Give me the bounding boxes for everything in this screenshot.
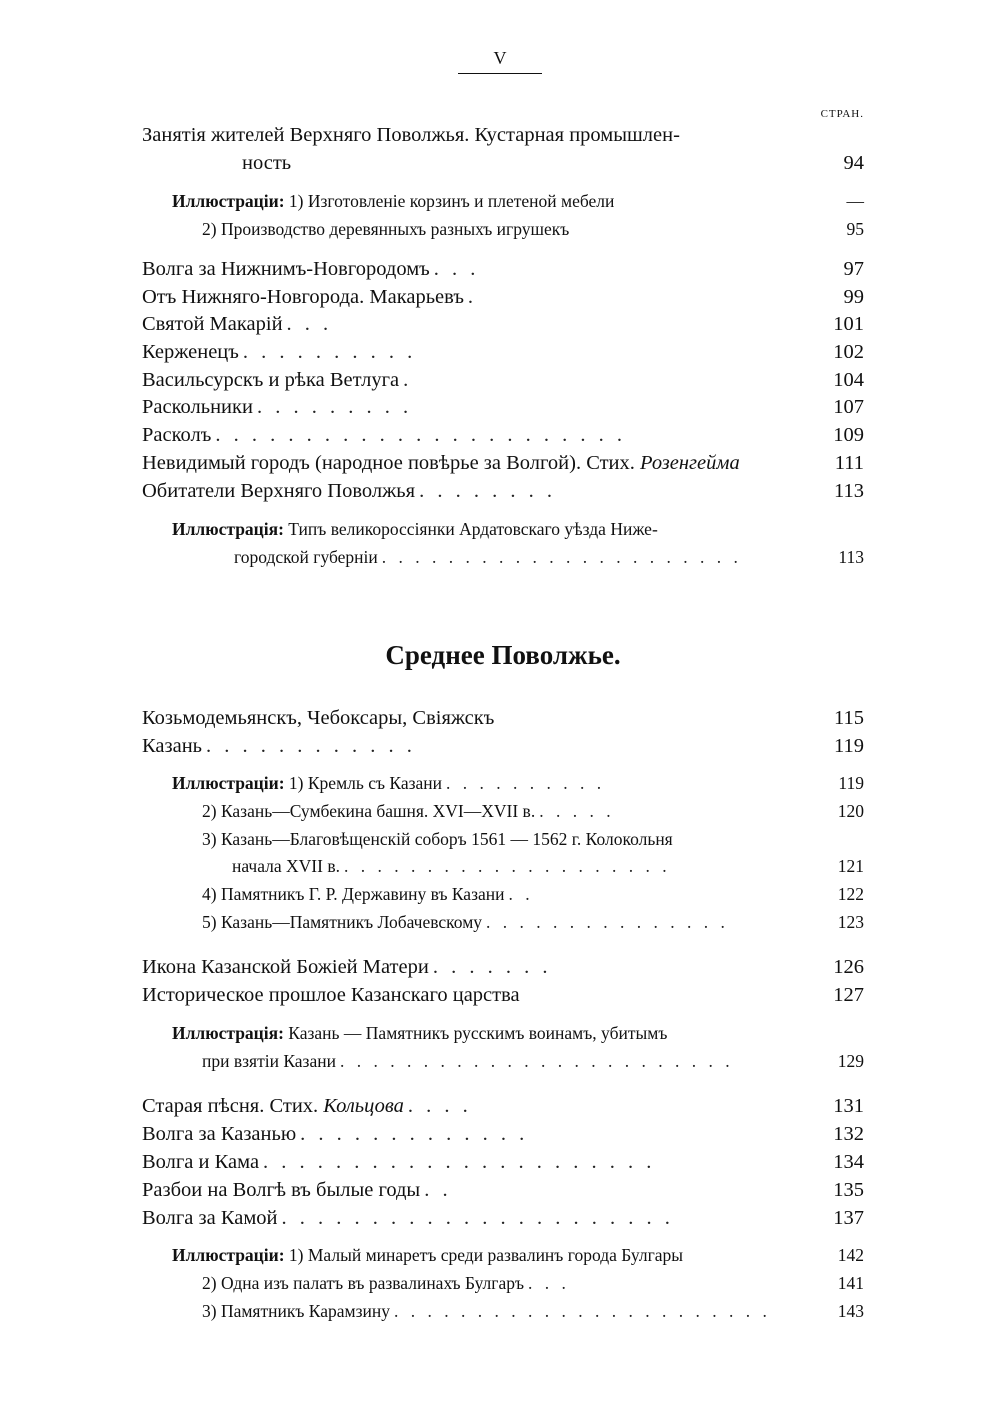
leader-dots: . . . [433, 258, 480, 280]
toc-entry-title [142, 313, 283, 336]
toc-entry-text: Невидимый городъ (народное повѣрье за Волгой). Стих. [142, 452, 641, 474]
toc-entry [142, 829, 864, 855]
page-ref: 102 [833, 341, 864, 363]
toc-entry-text: Керженецъ [142, 341, 239, 363]
toc-entry-title [172, 773, 442, 794]
toc-entry-text: Святой Макарій [142, 313, 283, 335]
toc-entry-title [142, 124, 680, 147]
toc-entry-title [242, 152, 291, 175]
toc-entry-title [142, 424, 211, 447]
toc-entry [142, 1179, 864, 1205]
leader-dots: . . . . . . . . . . [242, 341, 417, 363]
toc-entry-text: Разбои на Волгѣ въ былые годы [142, 1179, 421, 1201]
toc-entry-text: при взятіи Казани [202, 1051, 336, 1071]
page-ref: 126 [833, 956, 864, 978]
page-ref: 119 [834, 735, 864, 757]
leader-dots: . . . . . . . . . . . . . . . . . . . . . . . . [339, 1051, 734, 1071]
page-ref: 137 [833, 1207, 864, 1229]
leader-dots: . . . . . . . . . . . . [206, 735, 416, 757]
toc-entry-title [142, 258, 430, 281]
toc-entry [142, 1095, 864, 1121]
toc-entry [142, 884, 864, 910]
toc-entry-title [142, 1095, 404, 1118]
toc-entry-title [142, 707, 494, 730]
toc-entry-text: 5) Казань—Памятникъ Лобачевскому [202, 912, 483, 932]
toc-entry-text: Волга за Казанью [142, 1123, 297, 1145]
toc-entry-text: 1) Изготовленіе корзинъ и плетеной мебели [284, 191, 615, 211]
toc-entry [142, 984, 864, 1010]
toc-entry-title [232, 856, 340, 877]
page-ref: 123 [837, 912, 864, 932]
page-ref: 111 [834, 452, 864, 474]
toc-entry [142, 1051, 864, 1077]
toc-entry-text: 3) Казань—Благовѣщенскій соборъ 1561 — 1562 г. Колокольня [202, 829, 673, 849]
toc-entry [142, 191, 864, 217]
page-ref: 132 [833, 1123, 864, 1145]
page-ref: 115 [834, 707, 864, 729]
page-number: V [493, 48, 507, 68]
toc-entry-text: Отъ Нижняго-Новгорода. Макарьевъ [142, 286, 464, 308]
toc-entry-text: городской губерніи [234, 547, 378, 567]
toc-entry [142, 1273, 864, 1299]
toc-entry-text: Занятія жителей Верхняго Поволжья. Кустарная промышлен- [142, 124, 680, 146]
leader-dots: . . . [286, 313, 333, 335]
toc-entry [142, 219, 864, 245]
toc-entry [142, 547, 864, 573]
toc-entry [142, 1023, 864, 1049]
page-ref: — [846, 191, 864, 211]
page-ref: 99 [843, 286, 864, 308]
leader-dots: . [467, 286, 478, 308]
toc-entry-title [142, 984, 520, 1007]
toc-entry [142, 313, 864, 339]
leader-dots: . . [424, 1179, 452, 1201]
toc-entry-text: 3) Памятникъ Карамзину [202, 1301, 390, 1321]
page-ref: 141 [837, 1273, 864, 1293]
toc-entry-title [172, 1245, 683, 1266]
page-column-label: СТРАН. [820, 108, 864, 120]
toc-entry-text: 1) Малый минаретъ среди развалинъ города Булгары [284, 1245, 684, 1265]
toc-entry [142, 801, 864, 827]
toc-entry [142, 856, 864, 882]
leader-dots: . . . . . . . . . . . . . . . . . . . . [343, 856, 671, 876]
leader-dots: . . . [528, 1273, 570, 1293]
page-ref: 119 [838, 773, 864, 793]
toc-entry-title [142, 286, 464, 309]
author-name: Розенгейма [640, 452, 740, 474]
toc-entry-title [202, 884, 505, 905]
toc-entry-text: начала XVII в. [232, 856, 340, 876]
toc-entry-title [172, 191, 614, 212]
toc-entry-title [202, 801, 535, 822]
page-ref: 97 [843, 258, 864, 280]
toc-entry [142, 124, 864, 150]
page-ref: 131 [833, 1095, 864, 1117]
toc-entry-text: Расколъ [142, 424, 212, 446]
toc-entry-text: Икона Казанской Божіей Матери [142, 956, 429, 978]
author-name: Кольцова [323, 1095, 404, 1117]
toc-entry-title [142, 1151, 259, 1174]
toc-entry-title [142, 480, 415, 503]
toc-entry-title [142, 341, 239, 364]
page-ref: 113 [834, 480, 864, 502]
toc-entry [142, 1245, 864, 1271]
toc-entry-text: Козьмодемьянскъ, Чебоксары, Свіяжскъ [142, 707, 495, 729]
page-ref: 135 [833, 1179, 864, 1201]
illustration-heading: Иллюстраціи: [172, 191, 285, 211]
leader-dots: . . . . . . . . . . . . . . . . . . . . . . [281, 1207, 674, 1229]
leader-dots: . . . . . . . . . . [446, 773, 606, 793]
toc-entry-text: ность [242, 152, 292, 174]
toc-entry-text: Казань [142, 735, 203, 757]
toc-entry-text: 2) Казань—Сумбекина башня. XVI—XVII в. [202, 801, 536, 821]
toc-entry-text: Волга за Нижнимъ-Новгородомъ [142, 258, 430, 280]
toc-entry [142, 258, 864, 284]
toc-entry-text: 1) Кремль съ Казани [284, 773, 443, 793]
leader-dots: . . . . . . . . . . . . . [300, 1123, 529, 1145]
toc-entry [142, 396, 864, 422]
toc-entry [142, 1207, 864, 1233]
toc-entry-text: Старая пѣсня. Стих. [142, 1095, 324, 1117]
toc-entry-text: Историческое прошлое Казанскаго царства [142, 984, 520, 1006]
illustration-heading: Иллюстрація: [172, 1023, 284, 1043]
page-ref: 109 [833, 424, 864, 446]
toc-entry-text: 2) Одна изъ палатъ въ развалинахъ Булгаръ [202, 1273, 525, 1293]
leader-dots: . . . . . . . . . . . . . . . . . . . . . . [381, 547, 742, 567]
page-ref: 94 [843, 152, 864, 174]
toc-entry [142, 286, 864, 312]
toc-entry-title [142, 1207, 278, 1230]
toc-entry [142, 735, 864, 761]
toc-entry [142, 1151, 864, 1177]
page-ref: 101 [833, 313, 864, 335]
toc-entry-text: 2) Производство деревянныхъ разныхъ игрушекъ [202, 219, 570, 239]
leader-dots: . [403, 369, 413, 391]
toc-entry-title [202, 829, 673, 850]
page-ref: 95 [846, 219, 864, 239]
toc-entry [142, 480, 864, 506]
toc-entry-title [142, 1179, 420, 1202]
leader-dots: . . [508, 884, 534, 904]
toc-entry-text: Типъ великороссіянки Ардатовскаго уѣзда Ниже- [283, 519, 658, 539]
toc-entry [142, 519, 864, 545]
header-rule [458, 73, 542, 74]
toc-entry [142, 1123, 864, 1149]
toc-entry [142, 956, 864, 982]
page-ref: 107 [833, 396, 864, 418]
toc-entry-text: Казань — Памятникъ русскимъ воинамъ, убитымъ [283, 1023, 668, 1043]
toc-entry-title [142, 369, 399, 392]
toc-entry-text: Раскольники [142, 396, 253, 418]
toc-entry-title [172, 519, 658, 540]
toc-entry-title [202, 912, 482, 933]
page-ref: 122 [837, 884, 864, 904]
toc-entry-title [202, 1301, 390, 1322]
page-ref: 127 [833, 984, 864, 1006]
page-ref: 142 [837, 1245, 864, 1265]
toc-entry-title [202, 1051, 336, 1072]
leader-dots: . . . . [407, 1095, 472, 1117]
page-ref: 143 [837, 1301, 864, 1321]
toc-entry [142, 773, 864, 799]
toc-entry [142, 452, 864, 478]
toc-entry-title [142, 1123, 296, 1146]
toc-entry-text: Волга и Кама [142, 1151, 260, 1173]
toc-entry [142, 369, 864, 395]
page-ref: 134 [833, 1151, 864, 1173]
toc-entry-title [172, 1023, 667, 1044]
page-ref: 129 [837, 1051, 864, 1071]
toc-entry-text: Васильсурскъ и рѣка Ветлуга [142, 369, 400, 391]
toc-entry-title [234, 547, 378, 568]
toc-entry-title [142, 956, 429, 979]
page-ref: 121 [837, 856, 864, 876]
leader-dots: . . . . . . . . . [256, 396, 413, 418]
toc-entry-text: 4) Памятникъ Г. Р. Державину въ Казани [202, 884, 505, 904]
illustration-heading: Иллюстраціи: [172, 1245, 285, 1265]
section-title: Среднее Поволжье. [385, 640, 621, 670]
page-ref: 104 [833, 369, 864, 391]
toc-entry [142, 424, 864, 450]
page-ref: 120 [837, 801, 864, 821]
toc-entry [142, 341, 864, 367]
toc-entry [142, 152, 864, 178]
illustration-heading: Иллюстраціи: [172, 773, 285, 793]
illustration-heading: Иллюстрація: [172, 519, 284, 539]
leader-dots: . . . . . [539, 801, 615, 821]
toc-entry [142, 707, 864, 733]
leader-dots: . . . . . . . . . . . . . . . . . . . . . . . [215, 424, 626, 446]
toc-entry-title [202, 1273, 524, 1294]
leader-dots: . . . . . . . . . . . . . . . . . . . . . . [263, 1151, 656, 1173]
toc-entry-text: Обитатели Верхняго Поволжья [142, 480, 416, 502]
leader-dots: . . . . . . . . . . . . . . . . . . . . . . . [393, 1301, 771, 1321]
toc-entry-title [142, 735, 202, 758]
toc-entry-text: Волга за Камой [142, 1207, 278, 1229]
toc-entry-title [142, 396, 253, 419]
leader-dots: . . . . . . . . . . . . . . . [486, 912, 729, 932]
toc-entry-title [202, 219, 569, 240]
toc-entry-title [142, 452, 740, 475]
page-ref: 113 [838, 547, 864, 567]
leader-dots: . . . . . . . . [419, 480, 556, 502]
toc-entry [142, 912, 864, 938]
leader-dots: . . . . . . . [432, 956, 552, 978]
toc-entry [142, 1301, 864, 1327]
